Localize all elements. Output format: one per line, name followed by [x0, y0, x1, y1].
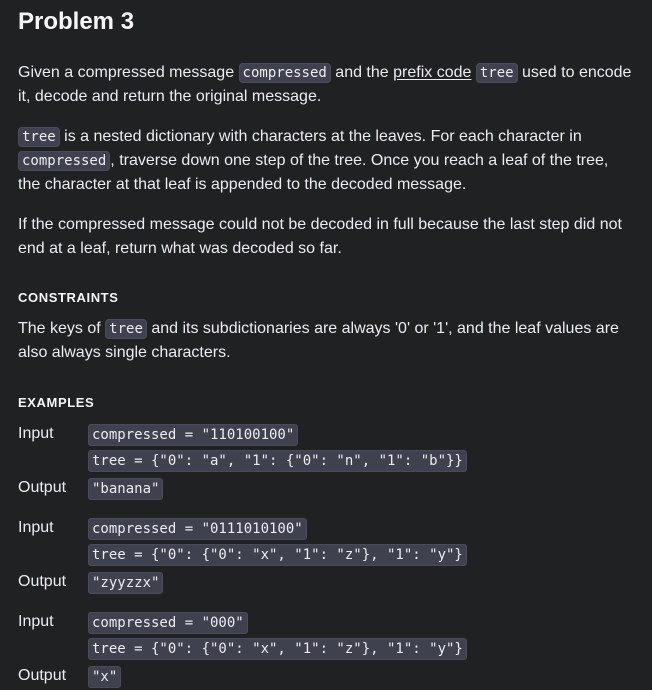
tree-desc-text-2: , traverse down one step of the tree. Once you reach a leaf of the tree, the character at that leaf is appended to the decoded message.	[18, 152, 609, 193]
input-label: Input	[18, 425, 54, 442]
constraints-paragraph	[18, 317, 634, 365]
example-1	[18, 422, 634, 502]
intro-paragraph	[18, 61, 634, 109]
input-label: Input	[18, 519, 54, 536]
intro-text-1: Given a compressed message	[18, 64, 239, 81]
inline-code-compressed: compressed	[239, 63, 331, 83]
constraints-heading: CONSTRAINTS	[18, 290, 119, 305]
output-label: Output	[18, 479, 67, 496]
constraints-text-2: and its subdictionaries are always '0' or '1', and the leaf values are also always single characters.	[18, 320, 619, 361]
output-row	[18, 570, 634, 596]
output-row	[18, 664, 634, 690]
inline-code-tree: tree	[105, 319, 147, 339]
inline-code-tree: tree	[18, 127, 60, 147]
inline-code-compressed: compressed	[18, 151, 110, 171]
output-value: "zyyzzx"	[88, 572, 163, 594]
examples-heading: EXAMPLES	[18, 395, 95, 410]
input-value: tree = {"0": {"0": "x", "1": "z"}, "1": "y"}	[88, 638, 467, 660]
input-row	[18, 422, 634, 474]
inline-code-tree: tree	[476, 63, 518, 83]
tree-desc-text-1: is a nested dictionary with characters at the leaves. For each character in	[59, 128, 582, 145]
input-row	[18, 610, 634, 662]
output-label: Output	[18, 573, 67, 590]
input-label: Input	[18, 613, 54, 630]
example-3	[18, 610, 634, 690]
example-2	[18, 516, 634, 596]
prefix-code-link[interactable]: prefix code	[393, 64, 472, 81]
examples-list	[18, 422, 634, 690]
output-value: "banana"	[88, 478, 163, 500]
intro-text-2: and the	[330, 64, 394, 81]
input-row	[18, 516, 634, 568]
partial-decode-paragraph: If the compressed message could not be decoded in full because the last step did not end at a leaf, return what was decoded so far.	[18, 216, 622, 257]
input-value: compressed = "000"	[88, 612, 248, 634]
input-value: tree = {"0": {"0": "x", "1": "z"}, "1": "y"}	[88, 544, 467, 566]
output-label: Output	[18, 667, 67, 684]
input-value: compressed = "0111010100"	[88, 518, 307, 540]
output-row	[18, 476, 634, 502]
output-value: "x"	[88, 666, 121, 688]
intro-text-4: used to encode it, decode and return the original message.	[18, 64, 632, 105]
constraints-text-1: The keys of	[18, 320, 106, 337]
input-value: compressed = "110100100"	[88, 424, 298, 446]
page-title: Problem 3	[18, 8, 135, 35]
tree-description-paragraph	[18, 125, 634, 197]
input-value: tree = {"0": "a", "1": {"0": "n", "1": "b"}}	[88, 450, 467, 472]
